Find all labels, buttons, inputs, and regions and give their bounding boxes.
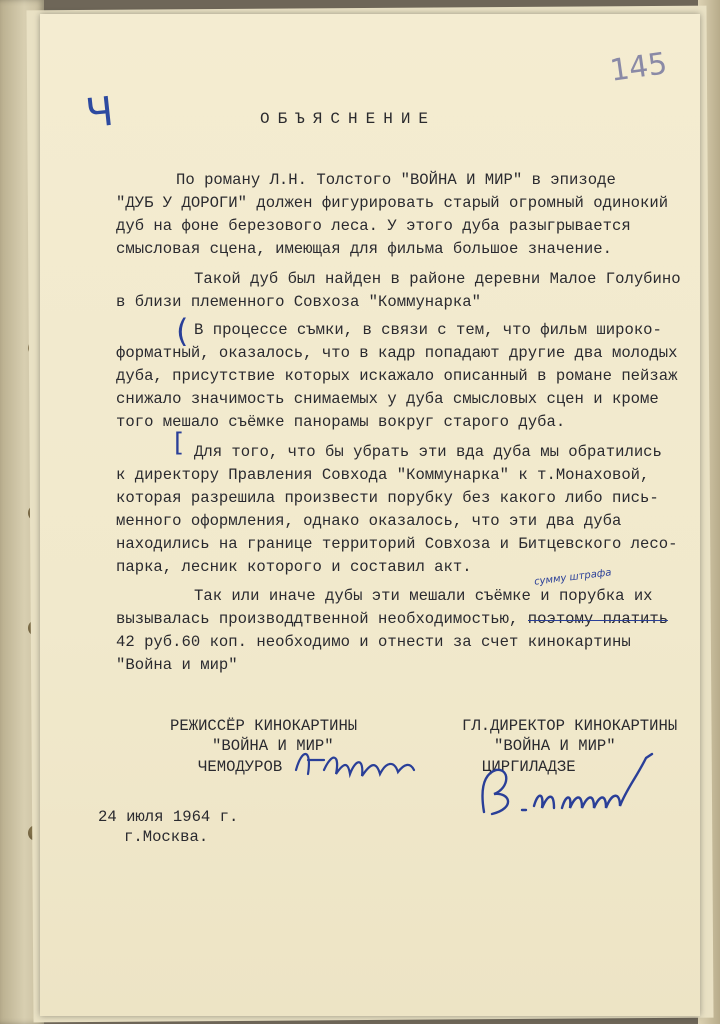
document-place: г.Москва. — [124, 828, 209, 846]
text-line: По роману Л.Н. Толстого "ВОЙНА И МИР" в эпизоде — [176, 171, 616, 189]
text-line: смысловая сцена, имеющая для фильма большое значение. — [116, 240, 612, 258]
text-line: Для того, что бы убрать эти вда дуба мы обратились — [194, 443, 662, 461]
text-line: снижало значимость снимаемых у дуба смысловых сцен и кроме — [116, 390, 659, 408]
text-line: форматный, оказалось, что в кадр попадают другие два молодых — [116, 344, 678, 362]
text-line: 42 руб.60 коп. необходимо и отнести за счет кинокартины — [116, 633, 631, 651]
text-line: В процессе съмки, в связи с тем, что фильм широко- — [194, 321, 662, 339]
right-signatory-film: "ВОЙНА И МИР" — [494, 737, 616, 755]
bracket-mark: [ — [174, 428, 185, 458]
handwritten-addition: сумму штрафа — [533, 567, 613, 588]
text-line: дуб на фоне березового леса. У этого дуба разыгрывается — [116, 217, 631, 235]
right-signatory-role: ГЛ.ДИРЕКТОР КИНОКАРТИНЫ — [462, 717, 678, 735]
document-title: ОБЪЯСНЕНИЕ — [260, 110, 437, 128]
left-signatory-role: РЕЖИССЁР КИНОКАРТИНЫ — [170, 717, 358, 735]
text-line: того мешало съёмке панорамы вокруг старого дуба. — [116, 413, 566, 431]
text-line: парка, лесник которого и составил акт. — [116, 558, 472, 576]
margin-mark: Ч — [83, 88, 116, 138]
right-signature — [470, 748, 670, 828]
left-signature — [290, 740, 420, 790]
text-line: которая разрешила произвести порубку без какого либо пись- — [116, 489, 659, 507]
text-line: менного оформления, однако оказалось, что эти два дуба — [116, 512, 622, 530]
left-signatory-name: ЧЕМОДУРОВ — [198, 758, 283, 776]
folio-number: 145 — [607, 46, 670, 89]
text-line: "ДУБ У ДОРОГИ" должен фигурировать старый огромный одинокий — [116, 194, 669, 212]
bracket-mark: ( — [176, 312, 189, 350]
text-line: находились на границе территорий Совхоза и Битцевского лесо- — [116, 535, 678, 553]
text-line: в близи племенного Совхоза "Коммунарка" — [116, 293, 481, 311]
text-line: Так или иначе дубы эти мешали съёмке и порубка их — [194, 587, 653, 605]
text-line — [116, 610, 668, 628]
text-line: "Война и мир" — [116, 656, 238, 674]
right-signatory-name: ЦИРГИЛАДЗЕ — [482, 758, 576, 776]
text-segment: вызывалась производдтвенной необходимостью, — [116, 610, 528, 628]
text-line: к директору Правления Совхода "Коммунарка" к т.Монаховой, — [116, 466, 650, 484]
document-date: 24 июля 1964 г. — [98, 808, 239, 826]
text-line: дуба, присутствие которых искажало описанный в романе пейзаж — [116, 367, 678, 385]
text-line: Такой дуб был найден в районе деревни Малое Голубино — [194, 270, 681, 288]
left-signatory-film: "ВОЙНА И МИР" — [212, 737, 334, 755]
struck-text: поэтому платить — [527, 610, 669, 628]
